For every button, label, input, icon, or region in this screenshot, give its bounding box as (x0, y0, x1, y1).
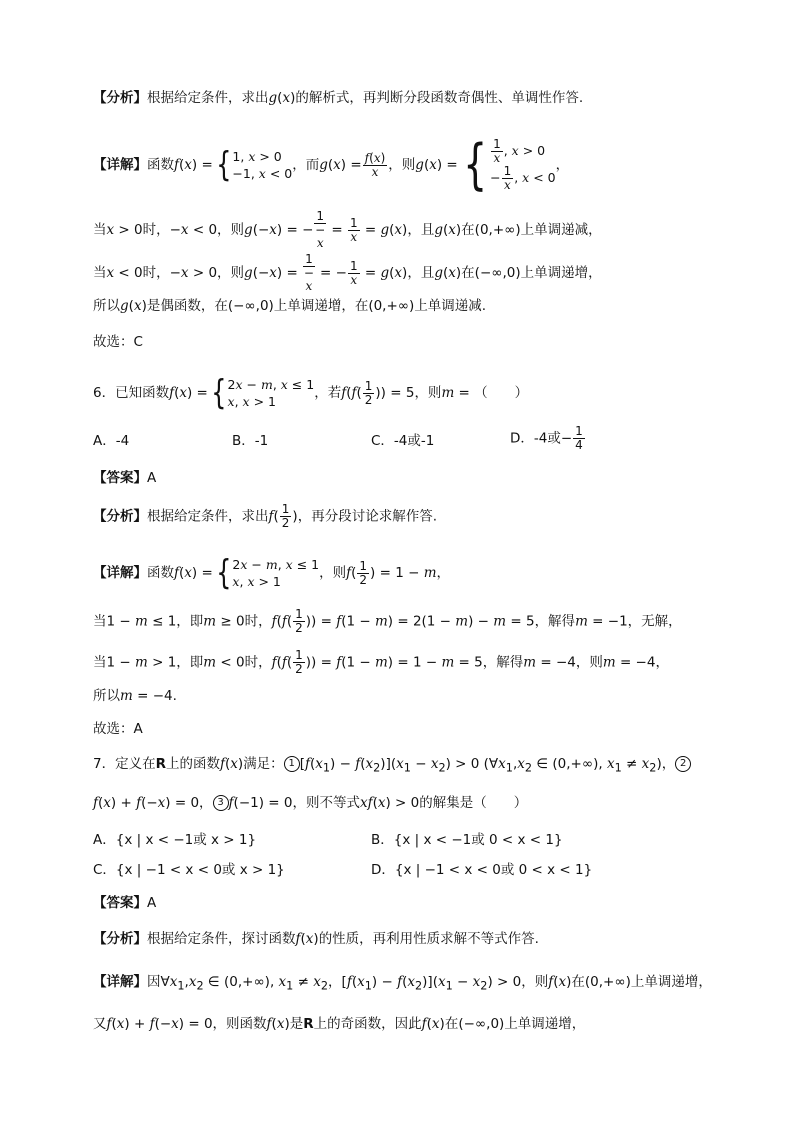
q7-option-b: B．{x | x < −1或 0 < x < 1} (371, 832, 563, 848)
q6-option-a: A．-4 (93, 433, 130, 449)
choice-line-q6: 故选：A (93, 721, 143, 737)
q6-option-b: B．-1 (232, 433, 269, 449)
choice-line-q5: 故选：C (93, 334, 143, 350)
answer-line-q7: 【答案】A (93, 895, 157, 911)
question-7-stem: 7．定义在R上的函数f(x)满足： 1 $[f(x_1) - f(x_2)](x_1 - x_2) > 0$ ($\forall x_1,x_2$ ∈ (0,+∞), $x_1 \ne x_2$)， 2 (93, 754, 691, 779)
q7-option-d: D．{x | −1 < x < 0或 0 < x < 1} (371, 862, 593, 878)
q7-option-c: C．{x | −1 < x < 0或 x > 1} (93, 862, 285, 878)
detail-tag: 【详解】 (93, 157, 147, 173)
detail-line-q7-odd: 又f(x) + f(−x) = 0，则函数f(x)是R上的奇函数，因此f(x)在(−∞,0)上单调递增， (93, 1016, 586, 1032)
question-6-stem: 6．已知函数f(x) ={ 2x − m, x ≤ 1 x, x > 1 ，若f(f( 1 2 )) = 5，则m = （ ） (93, 373, 529, 413)
analysis-tag: 【分析】 (93, 90, 147, 106)
detail-line-positive: 当x > 0时，−x < 0，则g(−x) = − 1 − x = $\frac{1}{x}$ = g(x)，且g(x)在(0,+∞)上单调递减， (93, 209, 602, 250)
q6-option-d: D．-4或− 1 4 (510, 424, 583, 452)
analysis-line-q6: 【分析】根据给定条件，求出f( 1 2 )，再分段讨论求解作答. (93, 502, 437, 530)
detail-line-negative: 当x < 0时，−x > 0，则g(−x) = 1 − x = − $\frac{1}{x}$ = g(x)，且g(x)在(−∞,0)上单调递增， (93, 252, 602, 293)
answer-line-q6: 【答案】A (93, 470, 157, 486)
detail-line-q7: 【详解】因$\forall x_1,x_2$ ∈ (0,+∞), $x_1 \ne x_2$，$[f(x_1) - f(x_2)](x_1 - x_2) > 0$，则f(x)在(0,+∞)上单调递增， (93, 974, 712, 993)
analysis-line-q7: 【分析】根据给定条件，探讨函数f(x)的性质，再利用性质求解不等式作答. (93, 931, 539, 947)
q6-option-c: C．-4或-1 (371, 433, 435, 449)
detail-line-q6: 【详解】函数f(x) ={ 2x − m, x ≤ 1 x, x > 1 ，则f( 1 2 ) = 1 − m， (93, 553, 450, 593)
detail-line-q5: 【详解】函数f(x) ={ 1, x > 0 −1, x < 0 ，而g(x) = $\frac{f(x)}{x}$ ，则g(x) ={ $\frac{1}{x}$ , x > 0 − $\frac{1}{x}$ , x < 0 ， (93, 133, 570, 196)
detail-conclusion-q6: 所以m = −4. (93, 688, 177, 704)
detail-case-1: 当1 − m ≤ 1，即m ≥ 0时，f(f( 1 2 )) = f(1 − m) = 2(1 − m) − m = 5，解得m = −1，无解， (93, 607, 682, 635)
detail-case-2: 当1 − m > 1，即m < 0时，f(f( 1 2 )) = f(1 − m) = 1 − m = 5，解得m = −4，则m = −4， (93, 648, 669, 676)
analysis-line-q5: 【分析】根据给定条件，求出g(x)的解析式，再判断分段函数奇偶性、单调性作答. (93, 90, 584, 106)
detail-conclusion-q5: 所以g(x)是偶函数，在(−∞,0)上单调递增，在(0,+∞)上单调递减. (93, 298, 487, 314)
question-7-stem-cont: f(x) + f(−x) = 0， 3 f(−1) = 0，则不等式xf(x) > 0的解集是（ ） (93, 795, 528, 811)
q7-option-a: A．{x | x < −1或 x > 1} (93, 832, 257, 848)
